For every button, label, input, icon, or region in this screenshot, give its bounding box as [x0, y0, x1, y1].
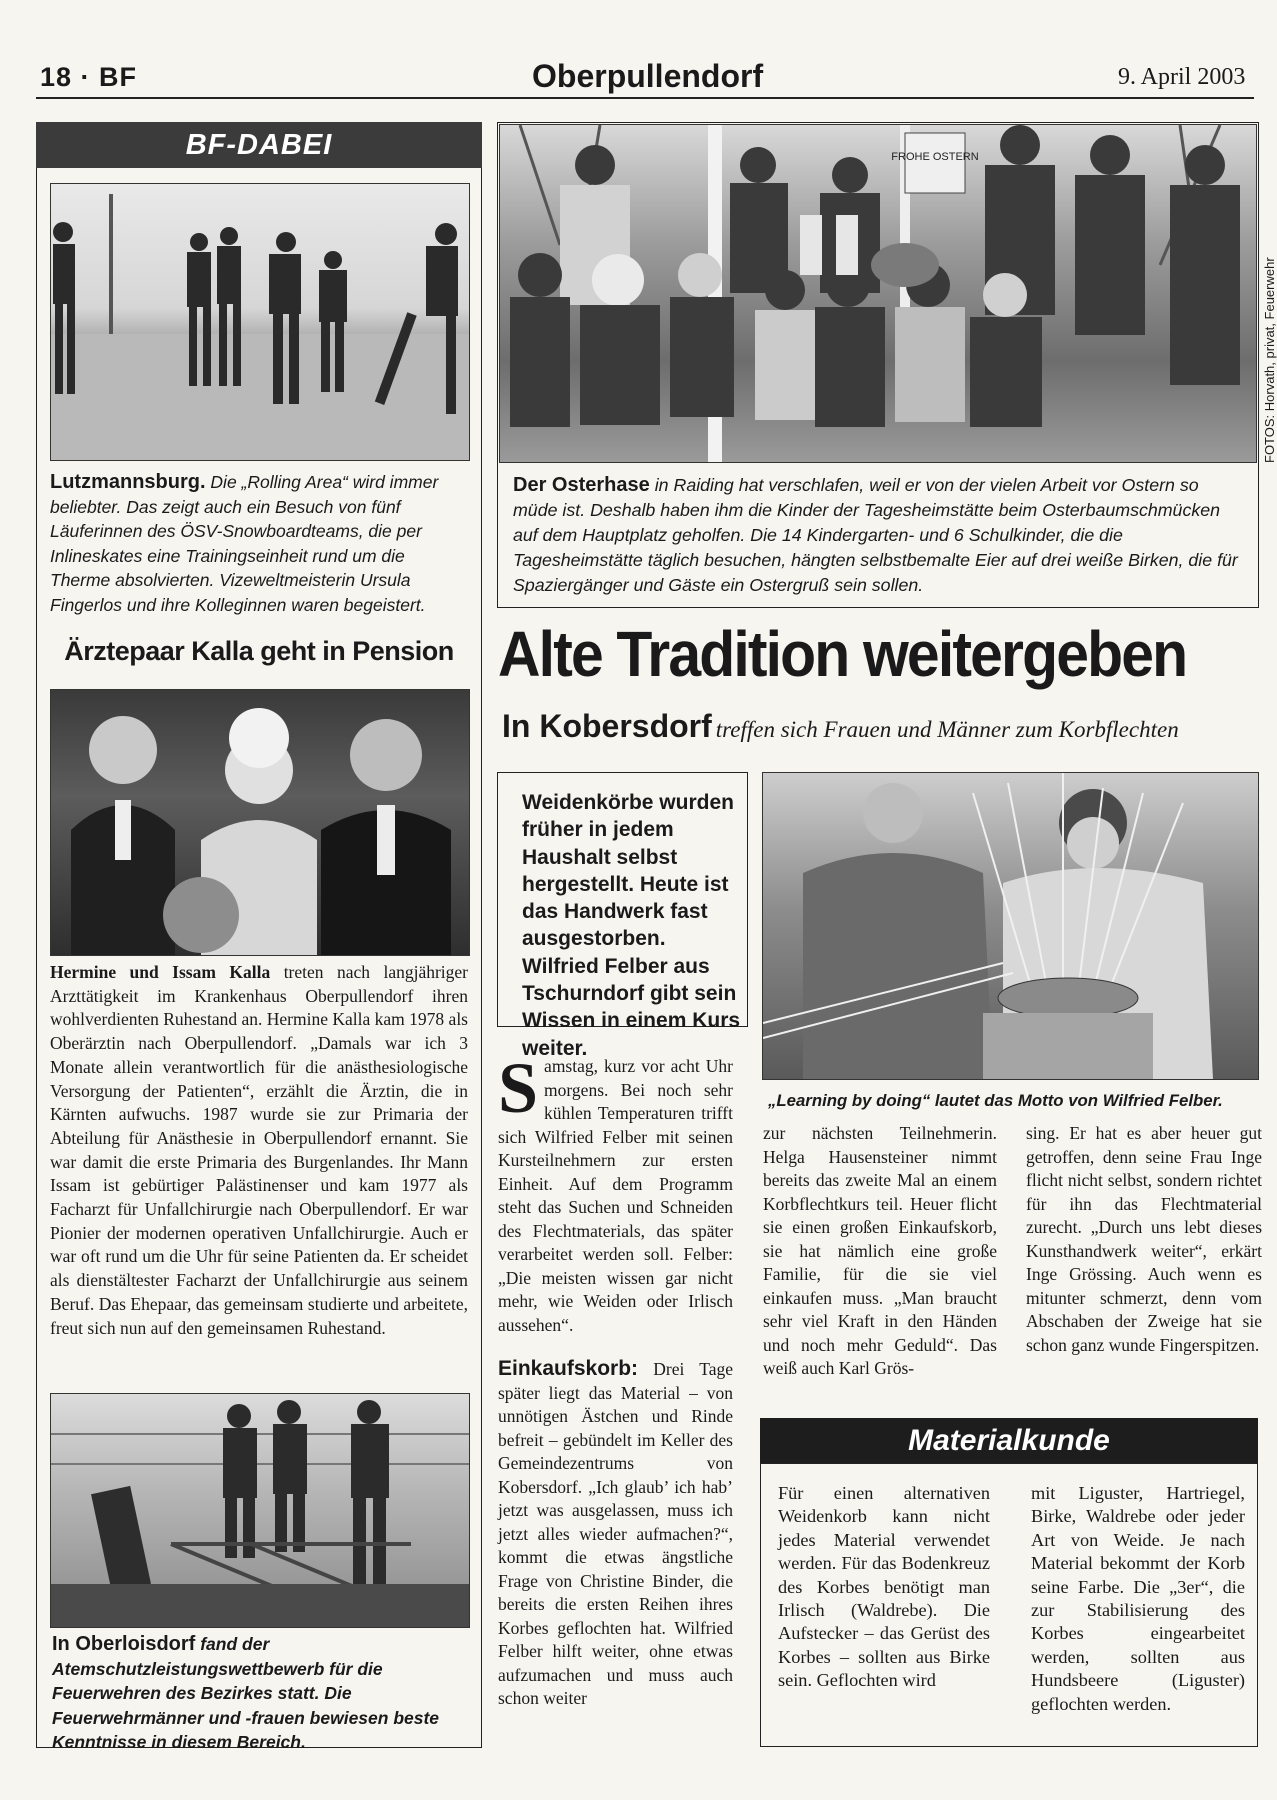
- story-col1-p2: Drei Tage später liegt das Material – von unnötigen Ästchen und Rinde befreit – gebündelt im Keller des Gemeindezentrums von Kobersdorf. „Ich glaub’ ich hab’ jetzt was ausgelassen, muss ich jetzt alles wieder aufmachen?“, kommt die etwas ängstliche Frage von Christine Binder, die bereits die ersten Reihen ihres Korbes geflochten hat. Wilfried Felber hilft weiter, ohne etwas aufzumachen und muss auch schon weiter: [498, 1359, 733, 1708]
- easter-caption-text: in Raiding hat verschlafen, weil er von der vielen Arbeit vor Ostern so müde ist. Deshalb haben ihm die Kinder der Tagesheimstätte beim Osterbaumschmücken auf dem Hauptplatz geholfen. Die 14 Kindergarten- und 6 Schulkinder, die die Tagesheimstätte täglich besuchen, hängten selbstbemalte Eier auf drei weiße Birken, die für Spaziergänger und Gäste ein Ostergruß sein sollen.: [513, 475, 1238, 595]
- teaser-text: Weidenkörbe wurden früher in jedem Haushalt selbst hergestellt. Heute ist das Handwerk fast ausgestorben. Wilfried Felber aus Tschurndorf gibt sein Wissen in einem Kurs weiter.: [522, 791, 741, 1060]
- section-town: Oberpullendorf: [532, 58, 764, 94]
- kalla-headline: Ärztepaar Kalla geht in Pension: [64, 636, 454, 666]
- story-col1-kicker: Einkaufskorb:: [498, 1357, 639, 1380]
- firefighters-caption-text: fand der Atemschutzleistungswettbewerb für die Feuerwehren des Bezirkes statt. Die Feuerwehrmänner und -frauen bewiesen beste Kenntnisse in diesem Bereich.: [52, 1634, 440, 1752]
- basket-weaving-photo: [762, 772, 1259, 1080]
- main-headline: Alte Tradition weitergeben: [498, 618, 1187, 690]
- main-subheadline-place: In Kobersdorf: [502, 708, 712, 744]
- issue-date: 9. April 2003: [1118, 64, 1246, 90]
- section-label: [36, 122, 482, 168]
- section-label-text: BF-DABEI: [185, 129, 333, 161]
- easter-caption-lead: Der Osterhase: [513, 474, 650, 496]
- page-number: 18 · BF: [40, 62, 138, 92]
- skaters-caption: [50, 470, 468, 617]
- kalla-article: [50, 961, 468, 1340]
- photo-credit: FOTOS: Horvath, privat, Feuerwehr: [1262, 257, 1277, 463]
- story-col2: zur nächsten Teilnehmerin. Helga Hausensteiner nimmt bereits das zweite Mal an einem Korbflechtkurs teil. Heuer flicht sie einen großen Einkaufskorb, sie hat nämlich eine große Familie, für die sie viel einkaufen muss. „Man braucht sehr viel Kraft in den Händen und noch mehr Geduld“. Das weiß auch Karl Grös-: [763, 1123, 997, 1378]
- story-col1-p1: amstag, kurz vor acht Uhr morgens. Bei noch sehr kühlen Temperaturen trifft sich Wilfried Felber mit seinen Kursteilnehmern zur ersten Einheit. Auf dem Programm steht das Suchen und Schneiden des Flechtmaterials, das später verarbeitet werden soll. Felber: „Die meisten wissen gar nicht mehr, wie Weiden oder Irlisch aussehen“.: [498, 1056, 733, 1335]
- kalla-article-text: treten nach langjähriger Arzttätigkeit im Krankenhaus Oberpullendorf ihren wohlverdienten Ruhestand an. Hermine Kalla kam 1978 als Oberärztin nach Oberpullendorf. „Damals war ich 3 Monate allein verantwortlich für die anästhesiologische Versorgung der Patienten“, erzählt die Ärztin, die in Kärnten aufwuchs. 1987 wurde sie zur Primaria der Abteilung für Anästhesie in Oberpullendorf ernannt. Sie war damit die erste Primaria des Burgenlandes. Ihr Mann Issam ist gebürtiger Palästinenser und kam 1977 als Facharzt für Unfallchirurgie nach Oberpullendorf. Er war Pionier der modernen operativen Unfallchirurgie. Auch er war oft rund um die Uhr für seine Patienten da. Er scheidet als dienstältester Facharzt der Unfallchirurgie aus seinem Beruf. Das Ehepaar, das gemeinsam studierte und arbeitete, freut sich nun auf den gemeinsamen Ruhestand.: [50, 962, 468, 1338]
- story-col1: [498, 1048, 733, 1711]
- skaters-caption-text: Die „Rolling Area“ wird immer beliebter. Das zeigt auch ein Besuch von fünf Läuferinnen des ÖSV-Snowboardteams, die per Inlineskates eine Trainingseinheit rund um die Therme absolvierten. Vizeweltmeisterin Ursula Fingerlos und ihre Kolleginnen waren begeistert.: [50, 472, 439, 615]
- main-subheadline: [502, 708, 1262, 745]
- header-rule: [36, 97, 1254, 99]
- materialkunde-title: Materialkunde: [908, 1424, 1110, 1457]
- skaters-photo: [50, 183, 470, 461]
- firefighters-caption-place: In Oberloisdorf: [52, 1633, 196, 1655]
- main-subheadline-text: treffen sich Frauen und Männer zum Korbflechten: [715, 717, 1179, 742]
- easter-caption: [513, 473, 1246, 598]
- firefighters-photo: [50, 1393, 470, 1628]
- easter-sign-text: FROHE OSTERN: [891, 151, 979, 163]
- drop-cap: S: [498, 1048, 539, 1128]
- materialkunde-col2: mit Liguster, Hartriegel, Birke, Waldrebe oder jeder Art von Weide. Je nach Material bekommt der Korb seine Farbe. Die „3er“, die zur Stabilisierung des Korbes eingearbeitet werden, sollten aus Hundsbeere (Liguster) geflochten werden.: [1031, 1483, 1245, 1714]
- kalla-article-lead: Hermine und Issam Kalla: [50, 962, 271, 982]
- easter-kids-photo: [499, 124, 1257, 463]
- story-col3: sing. Er hat es aber heuer gut getroffen, denn seine Frau Inge flicht nicht selbst, sondern richtet für ihn das Flechtmaterial zurecht. „Durch uns lebt dieses Kunsthandwerk weiter“, erkärt Inge Grössing. Auch wenn es mitunter schmerzt, denn vom Abschaben der Zweige hat sie schon ganz wunde Fingerspitzen.: [1026, 1123, 1262, 1355]
- basket-photo-caption: „Learning by doing“ lautet das Motto von Wilfried Felber.: [768, 1091, 1223, 1110]
- skaters-caption-place: Lutzmannsburg.: [50, 471, 206, 493]
- firefighters-caption: [52, 1632, 468, 1755]
- kalla-photo: [50, 689, 470, 956]
- materialkunde-col1: Für einen alternativen Weidenkorb kann nicht jedes Material verwendet werden. Für das Bodenkreuz des Korbes benötigt man Irlisch (Waldrebe). Die Aufstecker – das Gerüst des Korbes – sollten aus Birke sein. Geflochten wird: [778, 1483, 990, 1691]
